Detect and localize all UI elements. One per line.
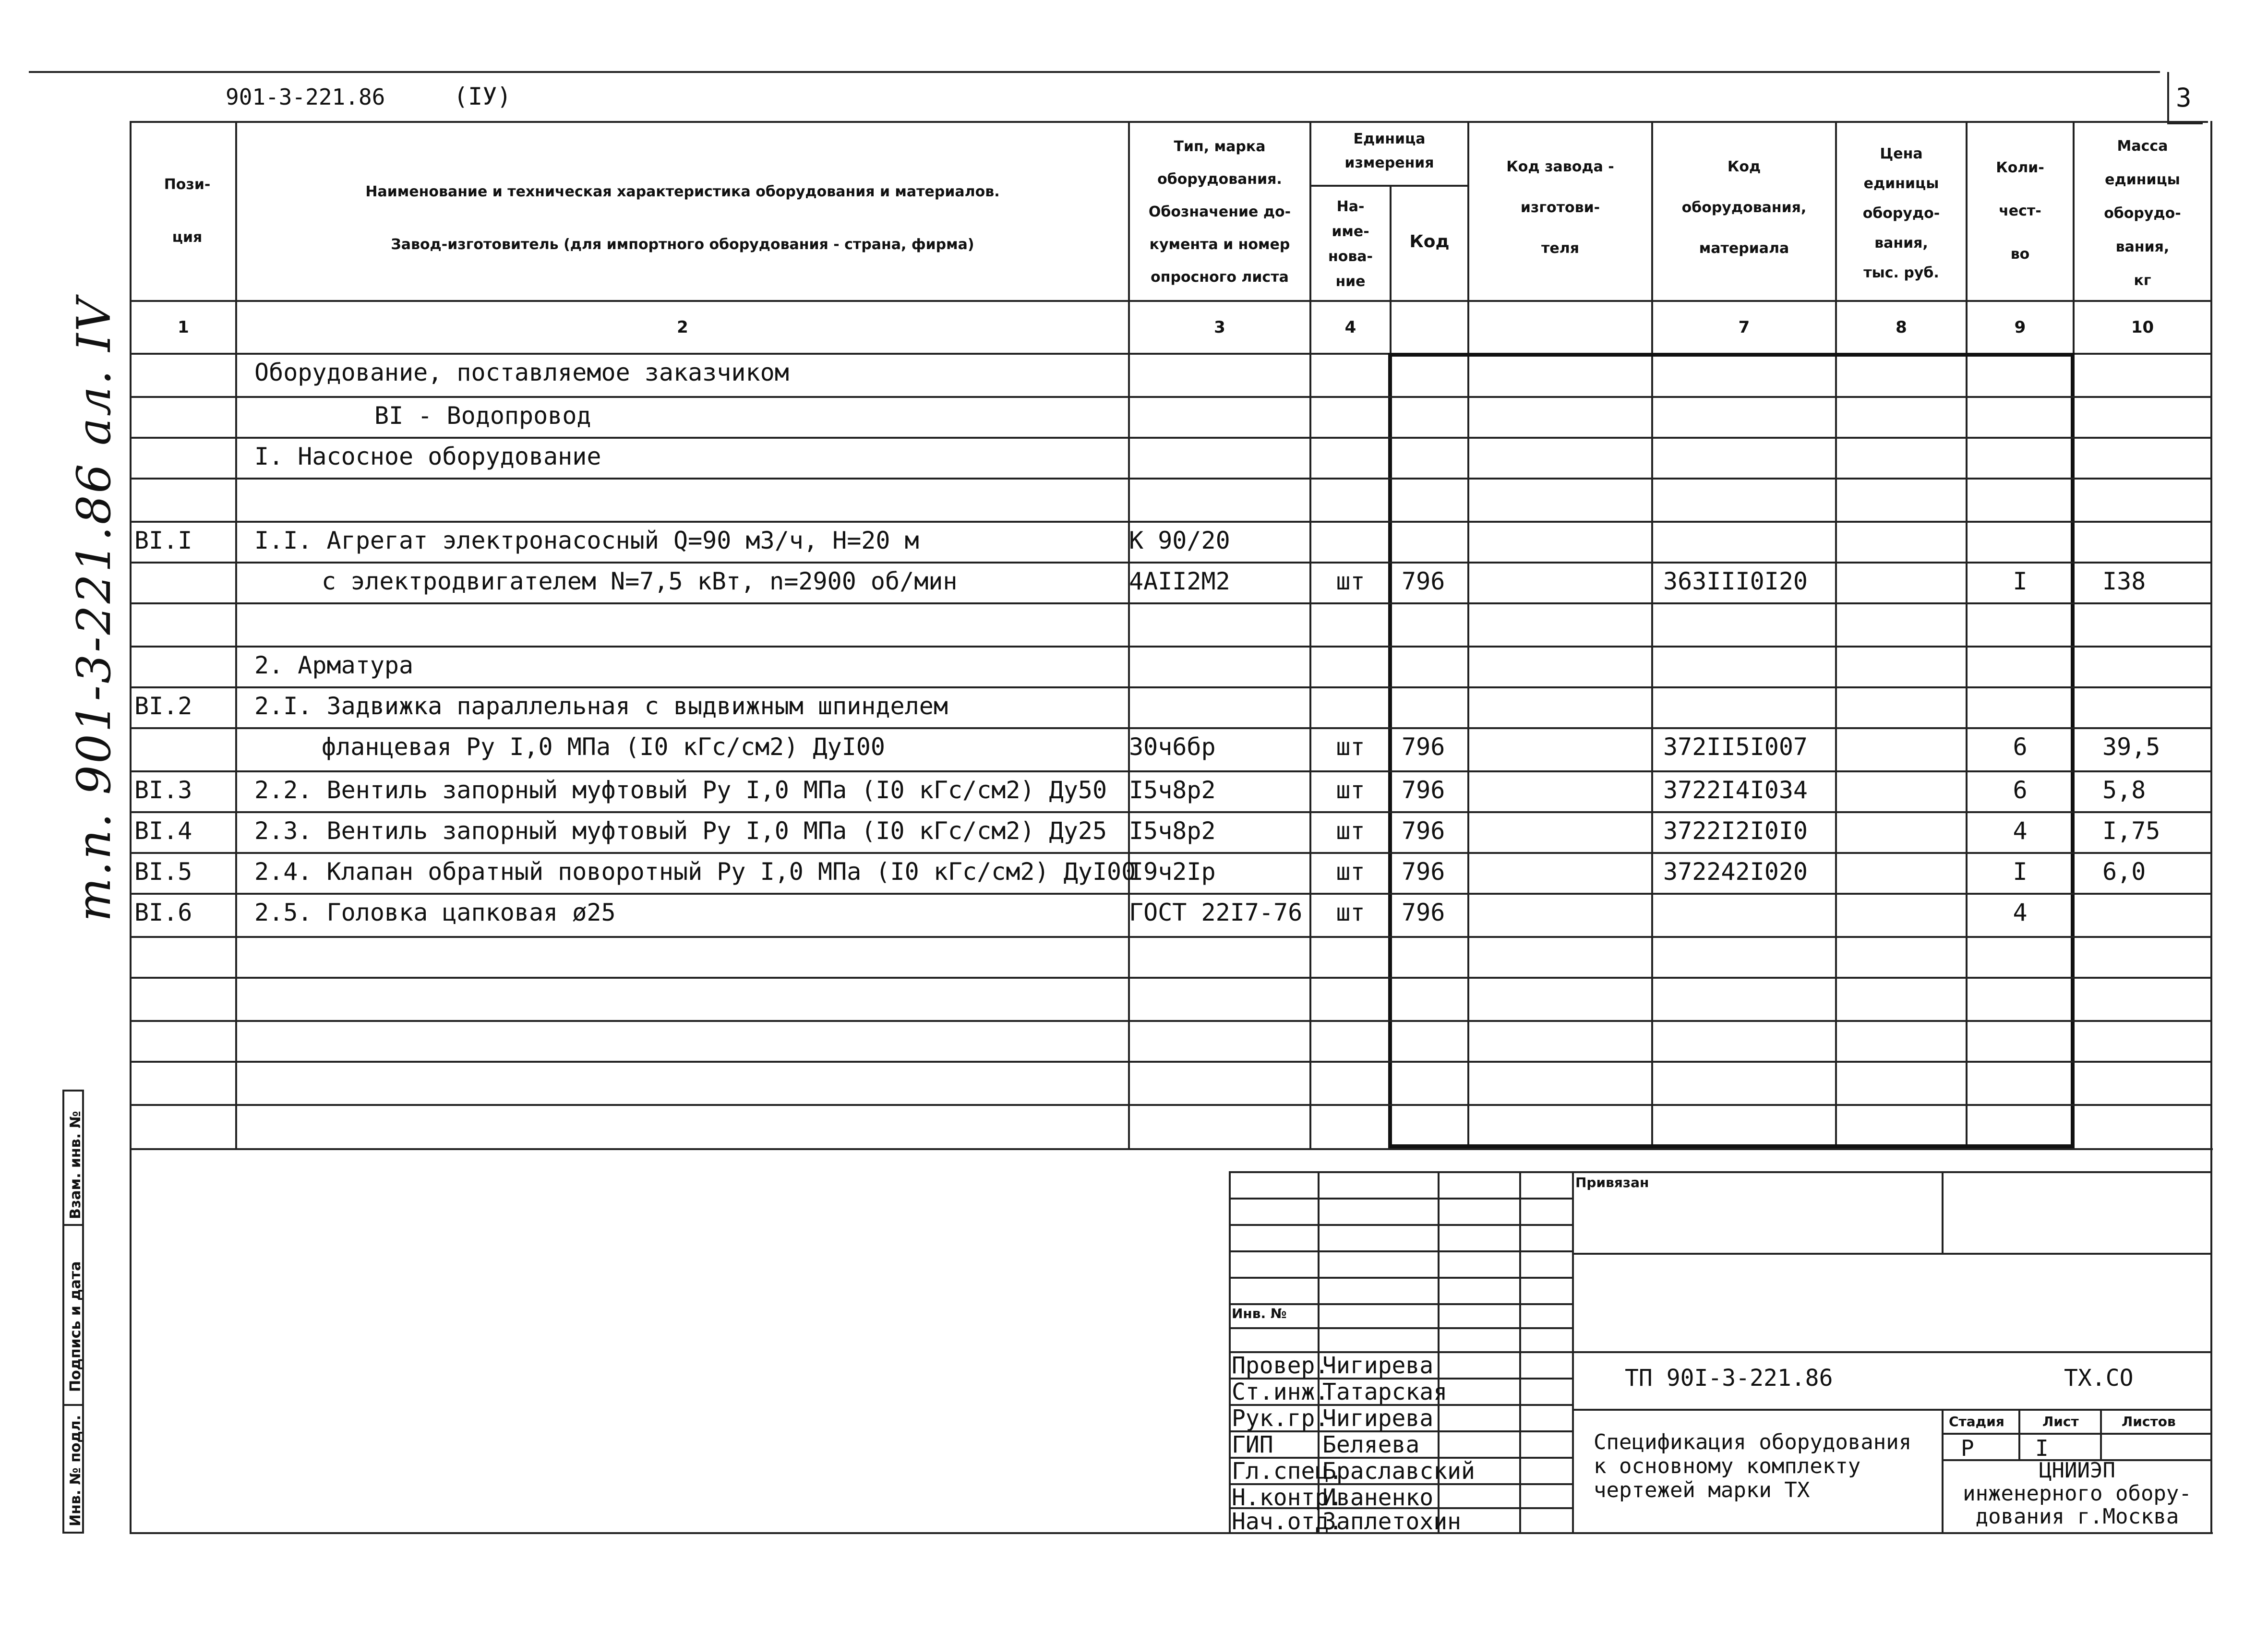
- stage-value: Р: [1961, 1435, 1974, 1461]
- cell-qty: I: [2013, 858, 2028, 886]
- cell-unit: шт: [1336, 733, 1365, 761]
- album-number: (IУ): [454, 83, 512, 110]
- cell-name: 2.I. Задвижка параллельная с выдвижным шпинделем: [254, 692, 948, 720]
- left-strip-line-2: [62, 1404, 84, 1406]
- row-line: [130, 562, 2210, 564]
- doc-code-top: 901-3-221.86: [226, 84, 385, 110]
- stamp-title-l1: Спецификация оборудования: [1594, 1430, 1912, 1454]
- cell-code: 796: [1402, 567, 1445, 595]
- cell-name: Оборудование, поставляемое заказчиком: [254, 359, 789, 386]
- left-strip-label-2: Подпись и дата: [67, 1261, 84, 1392]
- header-col3-l1: Тип, марка: [1174, 138, 1266, 155]
- header-col8-l3: оборудо-: [1862, 205, 1940, 222]
- cell-code: 796: [1402, 899, 1445, 926]
- header-col1: [139, 158, 235, 264]
- header-col5-l1: Код: [1409, 232, 1450, 252]
- frame-right-line: [2210, 121, 2212, 1532]
- header-col6-l1: Код завода -: [1506, 158, 1614, 175]
- stamp-h3: [1229, 1250, 1572, 1252]
- cell-code: 796: [1402, 817, 1445, 845]
- row-line: [130, 478, 2210, 480]
- row-line: [130, 1020, 2210, 1022]
- bound-label: Привязан: [1575, 1175, 1649, 1190]
- signer-name: Чигирева: [1322, 1352, 1434, 1379]
- header-col9: [1968, 146, 2073, 276]
- cell-type: I5ч8р2: [1129, 817, 1216, 845]
- stamp-h12: [1942, 1433, 2210, 1435]
- cell-pos: BI.I: [134, 527, 192, 554]
- cell-name: I.I. Агрегат электронасосный Q=90 м3/ч, Н=20 м: [254, 527, 919, 554]
- header-col10-l1: Масса: [2117, 138, 2168, 155]
- signer-name: Браславский: [1322, 1458, 1475, 1485]
- cell-mat: 3722I4I034: [1663, 776, 1808, 804]
- stamp-h7: [1572, 1253, 2210, 1255]
- row-line: [130, 521, 2210, 523]
- cell-unit: шт: [1336, 567, 1365, 595]
- cell-mass: I38: [2102, 567, 2146, 595]
- stamp-v8: [2100, 1409, 2102, 1459]
- signer-name: Беляева: [1322, 1431, 1420, 1458]
- header-col9-l1: Коли-: [1996, 159, 2044, 176]
- cell-unit: шт: [1336, 899, 1365, 926]
- stamp-v6: [1942, 1409, 1944, 1532]
- header-col8-l1: Цена: [1880, 145, 1923, 162]
- signer-role: Нач.отд.: [1232, 1508, 1343, 1535]
- stamp-h4: [1229, 1277, 1572, 1279]
- stamp-h1: [1229, 1198, 1572, 1200]
- left-strip-label-1: Взам. инв. №: [67, 1111, 84, 1219]
- org-l2: инженерного обору-: [1963, 1481, 2192, 1506]
- header-col4-l1: На-: [1336, 198, 1365, 215]
- header-bottom-line: [130, 300, 2210, 302]
- org-l1: ЦНИИЭП: [2039, 1458, 2115, 1483]
- cell-name: с электродвигателем N=7,5 кВт, n=2900 об/мин: [322, 567, 958, 595]
- col-line-1: [235, 121, 237, 1148]
- cell-name: I. Насосное оборудование: [254, 443, 601, 470]
- left-strip-label-3: Инв. № подл.: [67, 1415, 84, 1526]
- row-line: [130, 936, 2210, 938]
- header-col8-l5: тыс. руб.: [1863, 264, 1939, 281]
- cell-name: 2.3. Вентиль запорный муфтовый Ру I,0 МПа (I0 кГс/см2) Ду25: [254, 817, 1107, 845]
- row-line: [130, 437, 2210, 439]
- table-top-line: [130, 121, 2208, 123]
- cell-mass: 5,8: [2102, 776, 2146, 804]
- row-line: [130, 727, 2210, 729]
- header-col2-l2: Завод-изготовитель (для импортного оборудования - страна, фирма): [391, 236, 974, 253]
- cell-pos: BI.6: [134, 899, 192, 926]
- header-col10-l4: вания,: [2115, 239, 2170, 255]
- header-col2-l1: Наименование и техническая характеристика оборудования и материалов.: [365, 183, 1000, 200]
- left-strip-line-1: [62, 1224, 84, 1226]
- top-edge-line: [29, 71, 2160, 73]
- header-col8-l4: вания,: [1874, 235, 1928, 252]
- stamp-h2: [1229, 1224, 1572, 1226]
- header-col5: [1392, 226, 1467, 258]
- frame-bottom-line: [130, 1532, 2213, 1534]
- header-col6-l2: изготови-: [1520, 199, 1600, 216]
- cell-pos: BI.2: [134, 692, 192, 720]
- table-bottom-line: [130, 1148, 2213, 1150]
- stamp-title: [1594, 1430, 1911, 1502]
- cell-unit: шт: [1336, 817, 1365, 845]
- stamp-h5: [1229, 1303, 1572, 1305]
- header-col7-l3: материала: [1699, 240, 1789, 257]
- col-number-4: 4: [1344, 318, 1356, 337]
- cell-name: BI - Водопровод: [374, 402, 591, 430]
- stamp-doc-code: ТП 90I-3-221.86: [1625, 1365, 1833, 1392]
- stamp-title-l2: к основному комплекту: [1594, 1454, 1861, 1478]
- signer-role: Гл.спец.: [1232, 1458, 1343, 1485]
- row-line: [130, 811, 2210, 813]
- header-col9-l3: во: [2010, 246, 2030, 263]
- header-col4-l3: нова-: [1328, 248, 1373, 265]
- signer-name: Иваненко: [1322, 1484, 1434, 1511]
- cell-name: 2.2. Вентиль запорный муфтовый Ру I,0 МПа (I0 кГс/см2) Ду50: [254, 776, 1107, 804]
- signer-name: Татарская: [1322, 1379, 1448, 1405]
- cell-name: 2.4. Клапан обратный поворотный Ру I,0 МПа (I0 кГс/см2) ДуI00: [254, 858, 1136, 886]
- stamp-v7: [2018, 1409, 2020, 1459]
- signer-role: ГИП: [1232, 1431, 1273, 1458]
- signer-name: Чигирева: [1322, 1405, 1434, 1432]
- cell-pos: BI.4: [134, 817, 192, 845]
- header-col9-l2: чест-: [1999, 203, 2041, 219]
- cell-qty: 6: [2013, 776, 2028, 804]
- cell-unit: шт: [1336, 776, 1365, 804]
- header-col7-l1: Код: [1727, 158, 1761, 175]
- row-line: [130, 396, 2210, 398]
- header-col8: [1837, 139, 1966, 288]
- stamp-mark: ТХ.СО: [2064, 1365, 2134, 1392]
- header-col1-l1: Пози-: [164, 176, 211, 193]
- cell-type: 4АII2М2: [1129, 567, 1230, 595]
- header-col3-l5: опросного листа: [1151, 269, 1289, 286]
- stage-label: Стадия: [1949, 1414, 2004, 1429]
- cell-mat: 372242I020: [1663, 858, 1808, 886]
- header-col3: [1130, 131, 1309, 294]
- header-col6-l3: теля: [1541, 240, 1579, 257]
- header-col4-l4: ние: [1335, 273, 1366, 290]
- col-number-8: 8: [1896, 318, 1907, 337]
- cell-type: 30ч6бр: [1129, 733, 1216, 761]
- cell-code: 796: [1402, 733, 1445, 761]
- row-line: [130, 852, 2210, 854]
- cell-qty: 4: [2013, 899, 2028, 926]
- header-unit-l2: измерения: [1344, 155, 1434, 171]
- row-line: [130, 646, 2210, 648]
- header-col4: [1311, 194, 1390, 294]
- page-number: 3: [2176, 83, 2192, 113]
- unit-group-line: [1309, 185, 1467, 187]
- cell-pos: BI.3: [134, 776, 192, 804]
- col-number-9: 9: [2014, 318, 2026, 337]
- header-col8-l2: единицы: [1863, 175, 1939, 192]
- col-number-10: 10: [2131, 318, 2154, 337]
- col-number-7: 7: [1738, 318, 1750, 337]
- side-handwritten-note: т.п. 901-3-221.86 ал. IV: [67, 296, 121, 922]
- cell-pos: BI.5: [134, 858, 192, 886]
- row-line: [130, 770, 2210, 772]
- cell-code: 796: [1402, 858, 1445, 886]
- row-line: [130, 977, 2210, 979]
- row-line: [130, 893, 2210, 895]
- cell-mat: 363III0I20: [1663, 567, 1808, 595]
- cell-type: I5ч8р2: [1129, 776, 1216, 804]
- header-col2: [237, 166, 1128, 271]
- cell-name: 2.5. Головка цапковая ø25: [254, 899, 616, 926]
- cell-name: 2. Арматура: [254, 651, 414, 679]
- header-col3-l2: оборудования.: [1157, 171, 1282, 188]
- sheet-label: Лист: [2042, 1414, 2079, 1429]
- header-unit-group: [1311, 127, 1467, 175]
- signer-name: Заплетохин: [1322, 1508, 1461, 1535]
- col-number-3: 3: [1214, 318, 1225, 337]
- header-col10-l2: единицы: [2105, 171, 2180, 188]
- cell-mass: 39,5: [2102, 733, 2160, 761]
- inv-label: Инв. №: [1232, 1306, 1287, 1321]
- cell-type: I9ч2Iр: [1129, 858, 1216, 886]
- stamp-h10: [1572, 1409, 2210, 1411]
- page-number-box: [2167, 72, 2203, 124]
- organization: [1944, 1459, 2210, 1528]
- stamp-v5: [1942, 1171, 1944, 1253]
- signer-role: Провер.: [1232, 1352, 1329, 1379]
- signer-role: Рук.гр.: [1232, 1405, 1329, 1432]
- stamp-h6: [1229, 1327, 1572, 1329]
- stamp-title-l3: чертежей марки ТХ: [1594, 1478, 1810, 1502]
- stamp-top-line: [1229, 1171, 2210, 1173]
- cell-qty: 4: [2013, 817, 2028, 845]
- sheets-label: Листов: [2122, 1414, 2176, 1429]
- cell-mass: 6,0: [2102, 858, 2146, 886]
- header-unit-l1: Единица: [1353, 131, 1426, 147]
- header-col3-l4: кумента и номер: [1149, 236, 1290, 253]
- header-col3-l3: Обозначение до-: [1148, 204, 1291, 220]
- cell-type: К 90/20: [1129, 527, 1230, 554]
- col-number-2: 2: [677, 318, 688, 337]
- header-col7-l2: оборудования,: [1681, 199, 1807, 216]
- row-line: [130, 602, 2210, 604]
- row-line: [130, 686, 2210, 688]
- cell-mass: I,75: [2102, 817, 2160, 845]
- cell-unit: шт: [1336, 858, 1365, 886]
- header-col10-l3: оборудо-: [2104, 205, 2181, 222]
- cell-type: ГОСТ 22I7-76: [1129, 899, 1303, 926]
- cell-code: 796: [1402, 776, 1445, 804]
- header-col6: [1469, 146, 1651, 269]
- cell-name: фланцевая Ру I,0 МПа (I0 кГс/см2) ДуI00: [322, 733, 885, 761]
- signer-role: Н.контр.: [1232, 1484, 1343, 1511]
- header-col10: [2075, 130, 2210, 298]
- header-col10-l5: кг: [2134, 272, 2151, 289]
- org-l3: дования г.Москва: [1975, 1504, 2179, 1529]
- header-col4-l2: име-: [1332, 223, 1369, 240]
- cell-mat: 3722I2I0I0: [1663, 817, 1808, 845]
- cell-qty: I: [2013, 567, 2028, 595]
- header-col1-l2: ция: [172, 229, 203, 246]
- row-line: [130, 1061, 2210, 1063]
- header-col7: [1653, 146, 1835, 269]
- signer-role: Ст.инж.: [1232, 1379, 1329, 1405]
- sheet-value: I: [2035, 1435, 2049, 1461]
- cell-qty: 6: [2013, 733, 2028, 761]
- cell-mat: 372II5I007: [1663, 733, 1808, 761]
- row-line: [130, 1104, 2210, 1106]
- col-number-1: 1: [178, 318, 189, 337]
